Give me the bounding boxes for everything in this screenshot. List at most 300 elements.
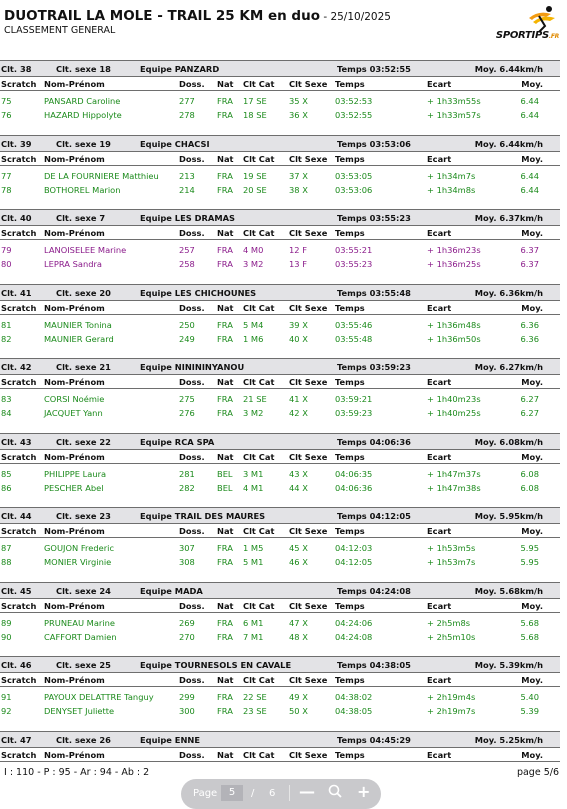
col-clt-sexe: 12 F bbox=[289, 245, 307, 255]
col-clt-cat: 3 M1 bbox=[243, 468, 264, 479]
team-time: Temps 03:53:06 bbox=[337, 138, 411, 149]
team-speed: Moy. 6.36km/h bbox=[474, 287, 543, 298]
col-moy: 6.27 bbox=[520, 408, 539, 418]
col-scratch: 81 bbox=[1, 319, 12, 330]
col-nat: FRA bbox=[217, 692, 233, 702]
team-time: Temps 03:55:48 bbox=[337, 287, 411, 298]
col-clt-sexe: 46 X bbox=[289, 557, 308, 567]
col-nat: FRA bbox=[217, 259, 233, 269]
col-clt-cat: 4 M1 bbox=[243, 482, 264, 493]
team-header-row bbox=[0, 284, 560, 301]
page-title bbox=[4, 8, 391, 24]
col-name-header: Nom-Prénom bbox=[44, 600, 105, 611]
col-clt-sexe: 36 X bbox=[289, 110, 308, 120]
col-clt-sexe-header: Clt Sexe bbox=[289, 526, 328, 536]
col-doss-header: Doss. bbox=[179, 526, 205, 536]
col-doss-header: Doss. bbox=[179, 377, 205, 387]
col-ecart-header: Ecart bbox=[427, 153, 452, 164]
team-rank: Clt. 43 bbox=[1, 436, 32, 447]
team-name: Equipe PANZARD bbox=[140, 64, 220, 74]
col-clt-cat: 19 SE bbox=[243, 170, 267, 181]
team-time: Temps 03:55:23 bbox=[337, 213, 411, 223]
col-temps: 04:24:06 bbox=[335, 617, 373, 628]
col-doss: 278 bbox=[179, 110, 195, 120]
col-scratch: 92 bbox=[1, 706, 12, 716]
runner-row bbox=[0, 331, 560, 345]
col-scratch: 76 bbox=[1, 110, 12, 120]
team-name: Equipe NINININYANOU bbox=[140, 362, 245, 372]
page-separator: / bbox=[251, 788, 255, 799]
col-clt-sexe: 40 X bbox=[289, 333, 308, 344]
col-temps: 03:52:53 bbox=[335, 96, 373, 106]
col-scratch: 79 bbox=[1, 245, 12, 255]
col-doss-header: Doss. bbox=[179, 302, 205, 313]
col-nat-header: Nat bbox=[217, 451, 234, 462]
col-clt-cat-header: Clt Cat bbox=[243, 153, 275, 164]
col-doss: 258 bbox=[179, 259, 195, 269]
team-block bbox=[0, 284, 567, 359]
col-clt-cat: 20 SE bbox=[243, 184, 267, 195]
col-name: GOUJON Frederic bbox=[44, 543, 115, 553]
column-header-row bbox=[0, 523, 560, 538]
col-clt-cat: 3 M2 bbox=[243, 408, 264, 418]
col-moy: 6.08 bbox=[520, 468, 539, 479]
runner-row bbox=[0, 689, 560, 703]
page-number-input[interactable]: 5 bbox=[221, 785, 243, 801]
col-name-header: Nom-Prénom bbox=[44, 749, 105, 760]
team-time: Temps 04:06:36 bbox=[337, 436, 411, 447]
col-name-header: Nom-Prénom bbox=[44, 675, 105, 685]
col-nat-header: Nat bbox=[217, 302, 234, 313]
col-moy-header: Moy. bbox=[521, 228, 543, 238]
team-block bbox=[0, 60, 567, 135]
col-name: PRUNEAU Marine bbox=[44, 617, 115, 628]
col-scratch: 84 bbox=[1, 408, 12, 418]
col-temps-header: Temps bbox=[335, 675, 365, 685]
col-clt-sexe: 37 X bbox=[289, 170, 308, 181]
col-doss: 300 bbox=[179, 706, 195, 716]
col-name: PANSARD Caroline bbox=[44, 96, 121, 106]
col-moy-header: Moy. bbox=[521, 451, 543, 462]
col-moy-header: Moy. bbox=[521, 600, 543, 611]
team-speed: Moy. 5.39km/h bbox=[474, 660, 543, 670]
col-moy: 5.40 bbox=[520, 692, 539, 702]
col-temps: 04:12:05 bbox=[335, 557, 373, 567]
column-header-row bbox=[0, 76, 560, 91]
team-rank: Clt. 39 bbox=[1, 138, 32, 149]
col-name: MAUNIER Tonina bbox=[44, 319, 112, 330]
col-clt-sexe-header: Clt Sexe bbox=[289, 302, 328, 313]
col-doss-header: Doss. bbox=[179, 79, 205, 89]
col-ecart: + 1h36m25s bbox=[427, 259, 481, 269]
col-name: CORSI Noémie bbox=[44, 394, 105, 404]
col-doss: 281 bbox=[179, 468, 195, 479]
team-block bbox=[0, 433, 567, 508]
col-doss: 249 bbox=[179, 333, 195, 344]
col-clt-cat-header: Clt Cat bbox=[243, 451, 275, 462]
col-clt-sexe: 35 X bbox=[289, 96, 308, 106]
team-time: Temps 04:24:08 bbox=[337, 585, 411, 596]
col-clt-cat: 1 M6 bbox=[243, 333, 264, 344]
col-nat: FRA bbox=[217, 543, 233, 553]
col-scratch: 82 bbox=[1, 333, 12, 344]
col-scratch-header: Scratch bbox=[1, 302, 37, 313]
col-scratch: 87 bbox=[1, 543, 12, 553]
col-scratch-header: Scratch bbox=[1, 749, 37, 760]
team-speed: Moy. 6.27km/h bbox=[474, 362, 543, 372]
col-nat: FRA bbox=[217, 631, 233, 642]
col-doss-header: Doss. bbox=[179, 153, 205, 164]
col-name-header: Nom-Prénom bbox=[44, 377, 105, 387]
col-clt-cat: 18 SE bbox=[243, 110, 267, 120]
team-header-row bbox=[0, 209, 560, 226]
col-ecart: + 2h5m8s bbox=[427, 617, 471, 628]
team-rank: Clt. 46 bbox=[1, 660, 32, 670]
col-temps-header: Temps bbox=[335, 451, 365, 462]
col-doss-header: Doss. bbox=[179, 675, 205, 685]
runner-row bbox=[0, 317, 560, 331]
team-sex-rank: Clt. sexe 18 bbox=[56, 64, 111, 74]
col-doss: 214 bbox=[179, 184, 195, 195]
col-temps: 04:12:03 bbox=[335, 543, 373, 553]
team-header-row bbox=[0, 656, 560, 673]
col-moy: 6.37 bbox=[520, 259, 539, 269]
col-clt-cat-header: Clt Cat bbox=[243, 526, 275, 536]
col-scratch-header: Scratch bbox=[1, 600, 37, 611]
col-moy: 6.44 bbox=[520, 96, 539, 106]
col-clt-sexe-header: Clt Sexe bbox=[289, 79, 328, 89]
team-block bbox=[0, 582, 567, 657]
col-clt-sexe: 38 X bbox=[289, 184, 308, 195]
col-clt-sexe: 45 X bbox=[289, 543, 308, 553]
pdf-page-toolbar bbox=[181, 779, 381, 809]
col-nat: BEL bbox=[217, 482, 233, 493]
col-scratch-header: Scratch bbox=[1, 377, 37, 387]
col-scratch: 90 bbox=[1, 631, 12, 642]
col-clt-sexe-header: Clt Sexe bbox=[289, 600, 328, 611]
col-temps: 04:06:35 bbox=[335, 468, 373, 479]
col-doss: 308 bbox=[179, 557, 195, 567]
col-scratch: 75 bbox=[1, 96, 12, 106]
team-sex-rank: Clt. sexe 23 bbox=[56, 511, 111, 521]
team-name: Equipe TRAIL DES MAURES bbox=[140, 511, 266, 521]
team-sex-rank: Clt. sexe 24 bbox=[56, 585, 111, 596]
col-moy-header: Moy. bbox=[521, 675, 543, 685]
runner-row bbox=[0, 540, 560, 554]
team-speed: Moy. 6.44km/h bbox=[474, 138, 543, 149]
col-name: BOTHOREL Marion bbox=[44, 184, 121, 195]
col-clt-sexe: 44 X bbox=[289, 482, 308, 493]
col-ecart-header: Ecart bbox=[427, 302, 452, 313]
team-sex-rank: Clt. sexe 20 bbox=[56, 287, 111, 298]
zoom-reset-icon[interactable] bbox=[327, 783, 343, 799]
col-clt-cat: 7 M1 bbox=[243, 631, 264, 642]
col-moy: 5.95 bbox=[520, 557, 539, 567]
col-temps: 04:24:08 bbox=[335, 631, 373, 642]
col-moy: 5.95 bbox=[520, 543, 539, 553]
col-clt-cat: 4 M0 bbox=[243, 245, 264, 255]
col-ecart: + 1h40m25s bbox=[427, 408, 481, 418]
col-ecart-header: Ecart bbox=[427, 600, 452, 611]
column-header-row bbox=[0, 225, 560, 240]
runner-row bbox=[0, 554, 560, 568]
col-ecart-header: Ecart bbox=[427, 79, 452, 89]
col-name: DE LA FOURNIERE Matthieu bbox=[44, 170, 159, 181]
team-block bbox=[0, 507, 567, 582]
column-header-row bbox=[0, 374, 560, 389]
runner-row bbox=[0, 93, 560, 107]
col-temps: 04:38:02 bbox=[335, 692, 373, 702]
col-nat: BEL bbox=[217, 468, 233, 479]
col-scratch: 78 bbox=[1, 184, 12, 195]
toolbar-divider bbox=[289, 785, 290, 801]
col-clt-sexe: 49 X bbox=[289, 692, 308, 702]
team-name: Equipe TOURNESOLS EN CAVALE bbox=[140, 660, 292, 670]
team-sex-rank: Clt. sexe 25 bbox=[56, 660, 111, 670]
team-rank: Clt. 47 bbox=[1, 734, 32, 745]
page-label: Page bbox=[193, 788, 218, 799]
col-moy-header: Moy. bbox=[521, 79, 543, 89]
team-rank: Clt. 38 bbox=[1, 64, 32, 74]
col-moy: 5.68 bbox=[520, 631, 539, 642]
col-clt-cat-header: Clt Cat bbox=[243, 600, 275, 611]
team-name: Equipe CHACSI bbox=[140, 138, 210, 149]
col-name-header: Nom-Prénom bbox=[44, 228, 105, 238]
col-ecart-header: Ecart bbox=[427, 526, 452, 536]
team-name: Equipe LES CHICHOUNES bbox=[140, 287, 257, 298]
col-doss: 250 bbox=[179, 319, 195, 330]
col-clt-sexe: 13 F bbox=[289, 259, 307, 269]
race-title: DUOTRAIL LA MOLE - TRAIL 25 KM en duo bbox=[4, 8, 320, 24]
team-time: Temps 04:12:05 bbox=[337, 511, 411, 521]
col-clt-sexe: 43 X bbox=[289, 468, 308, 479]
col-ecart: + 1h36m23s bbox=[427, 245, 481, 255]
col-name-header: Nom-Prénom bbox=[44, 153, 105, 164]
col-nat: FRA bbox=[217, 245, 233, 255]
team-header-row bbox=[0, 731, 560, 748]
col-clt-sexe: 47 X bbox=[289, 617, 308, 628]
col-doss-header: Doss. bbox=[179, 451, 205, 462]
col-moy: 6.44 bbox=[520, 170, 539, 181]
col-nat-header: Nat bbox=[217, 377, 234, 387]
col-nat: FRA bbox=[217, 96, 233, 106]
col-scratch: 89 bbox=[1, 617, 12, 628]
col-moy-header: Moy. bbox=[521, 153, 543, 164]
col-moy: 6.44 bbox=[520, 110, 539, 120]
team-sex-rank: Clt. sexe 7 bbox=[56, 213, 106, 223]
team-speed: Moy. 5.68km/h bbox=[474, 585, 543, 596]
col-clt-cat-header: Clt Cat bbox=[243, 302, 275, 313]
col-ecart-header: Ecart bbox=[427, 451, 452, 462]
col-doss-header: Doss. bbox=[179, 600, 205, 611]
runner-row bbox=[0, 466, 560, 480]
col-temps: 03:59:23 bbox=[335, 408, 373, 418]
team-header-row bbox=[0, 507, 560, 524]
team-speed: Moy. 5.95km/h bbox=[474, 511, 543, 521]
col-clt-cat: 5 M4 bbox=[243, 319, 264, 330]
runner-row bbox=[0, 242, 560, 256]
col-nat: FRA bbox=[217, 394, 233, 404]
col-nat: FRA bbox=[217, 184, 233, 195]
column-header-row bbox=[0, 449, 560, 464]
col-nat: FRA bbox=[217, 333, 233, 344]
col-name: CAFFORT Damien bbox=[44, 631, 117, 642]
col-scratch: 88 bbox=[1, 557, 12, 567]
team-sex-rank: Clt. sexe 22 bbox=[56, 436, 111, 447]
col-doss: 277 bbox=[179, 96, 195, 106]
zoom-out-button[interactable]: — bbox=[299, 782, 315, 801]
col-clt-sexe-header: Clt Sexe bbox=[289, 749, 328, 760]
team-name: Equipe LES DRAMAS bbox=[140, 213, 235, 223]
runner-row bbox=[0, 256, 560, 270]
col-scratch: 77 bbox=[1, 170, 12, 181]
col-temps: 03:55:21 bbox=[335, 245, 373, 255]
col-temps-header: Temps bbox=[335, 79, 365, 89]
col-ecart: + 1h53m7s bbox=[427, 557, 476, 567]
col-ecart-header: Ecart bbox=[427, 749, 452, 760]
zoom-in-button[interactable]: + bbox=[357, 782, 371, 801]
page-subtitle: CLASSEMENT GENERAL bbox=[4, 25, 116, 36]
col-name: HAZARD Hippolyte bbox=[44, 110, 122, 120]
col-nat-header: Nat bbox=[217, 153, 234, 164]
col-scratch-header: Scratch bbox=[1, 675, 37, 685]
col-doss: 275 bbox=[179, 394, 195, 404]
column-header-row bbox=[0, 300, 560, 315]
team-header-row bbox=[0, 135, 560, 152]
col-ecart-header: Ecart bbox=[427, 377, 452, 387]
col-clt-sexe: 39 X bbox=[289, 319, 308, 330]
col-ecart: + 1h34m8s bbox=[427, 184, 476, 195]
column-header-row bbox=[0, 151, 560, 166]
col-clt-cat: 22 SE bbox=[243, 692, 267, 702]
col-ecart: + 2h19m4s bbox=[427, 692, 476, 702]
sportips-logo: SPORTIPS.FR bbox=[495, 30, 559, 41]
col-name: PESCHER Abel bbox=[44, 482, 104, 493]
col-moy: 6.36 bbox=[520, 319, 539, 330]
col-clt-cat: 3 M2 bbox=[243, 259, 264, 269]
col-temps: 04:06:36 bbox=[335, 482, 373, 493]
team-header-row bbox=[0, 433, 560, 450]
team-time: Temps 03:59:23 bbox=[337, 362, 411, 372]
col-moy: 5.39 bbox=[520, 706, 539, 716]
runner-row bbox=[0, 629, 560, 643]
col-moy-header: Moy. bbox=[521, 749, 543, 760]
team-rank: Clt. 42 bbox=[1, 362, 32, 372]
team-name: Equipe RCA SPA bbox=[140, 436, 215, 447]
col-ecart: + 1h53m5s bbox=[427, 543, 476, 553]
col-moy: 5.68 bbox=[520, 617, 539, 628]
col-name: LEPRA Sandra bbox=[44, 259, 102, 269]
col-moy-header: Moy. bbox=[521, 377, 543, 387]
col-temps: 03:55:48 bbox=[335, 333, 373, 344]
col-scratch: 86 bbox=[1, 482, 12, 493]
col-nat-header: Nat bbox=[217, 526, 234, 536]
report-header bbox=[4, 8, 391, 36]
runner-row bbox=[0, 182, 560, 196]
col-temps: 03:53:06 bbox=[335, 184, 373, 195]
col-nat: FRA bbox=[217, 706, 233, 716]
team-block bbox=[0, 209, 567, 284]
col-moy: 6.44 bbox=[520, 184, 539, 195]
column-header-row bbox=[0, 672, 560, 687]
team-header-row bbox=[0, 582, 560, 599]
col-temps-header: Temps bbox=[335, 600, 365, 611]
col-scratch-header: Scratch bbox=[1, 526, 37, 536]
col-clt-cat-header: Clt Cat bbox=[243, 228, 275, 238]
col-name: LANOISELEE Marine bbox=[44, 245, 127, 255]
col-temps-header: Temps bbox=[335, 302, 365, 313]
team-rank: Clt. 45 bbox=[1, 585, 32, 596]
col-doss: 257 bbox=[179, 245, 195, 255]
team-sex-rank: Clt. sexe 21 bbox=[56, 362, 111, 372]
col-temps-header: Temps bbox=[335, 526, 365, 536]
col-ecart: + 2h19m7s bbox=[427, 706, 476, 716]
col-scratch: 91 bbox=[1, 692, 12, 702]
col-nat: FRA bbox=[217, 617, 233, 628]
col-ecart: + 1h36m48s bbox=[427, 319, 481, 330]
runner-row bbox=[0, 703, 560, 717]
col-temps-header: Temps bbox=[335, 153, 365, 164]
team-speed: Moy. 6.37km/h bbox=[474, 213, 543, 223]
column-header-row bbox=[0, 747, 560, 762]
page-total: 6 bbox=[269, 788, 276, 799]
col-doss: 269 bbox=[179, 617, 195, 628]
col-moy-header: Moy. bbox=[521, 302, 543, 313]
col-scratch-header: Scratch bbox=[1, 153, 37, 164]
col-doss: 299 bbox=[179, 692, 195, 702]
col-clt-cat-header: Clt Cat bbox=[243, 749, 275, 760]
team-header-row bbox=[0, 60, 560, 77]
col-name: MONIER Virginie bbox=[44, 557, 112, 567]
col-clt-cat: 1 M5 bbox=[243, 543, 264, 553]
runner-row bbox=[0, 480, 560, 494]
col-nat-header: Nat bbox=[217, 675, 234, 685]
col-nat: FRA bbox=[217, 557, 233, 567]
team-speed: Moy. 6.44km/h bbox=[474, 64, 543, 74]
col-clt-sexe: 41 X bbox=[289, 394, 308, 404]
team-block bbox=[0, 656, 567, 731]
col-nat: FRA bbox=[217, 110, 233, 120]
col-temps-header: Temps bbox=[335, 377, 365, 387]
col-ecart: + 1h33m57s bbox=[427, 110, 481, 120]
runner-row bbox=[0, 168, 560, 182]
team-sex-rank: Clt. sexe 26 bbox=[56, 734, 111, 745]
runner-row bbox=[0, 107, 560, 121]
col-name: JACQUET Yann bbox=[44, 408, 103, 418]
col-ecart-header: Ecart bbox=[427, 675, 452, 685]
col-name-header: Nom-Prénom bbox=[44, 302, 105, 313]
team-name: Equipe MADA bbox=[140, 585, 203, 596]
team-rank: Clt. 40 bbox=[1, 213, 32, 223]
col-temps: 04:38:05 bbox=[335, 706, 373, 716]
col-nat-header: Nat bbox=[217, 600, 234, 611]
col-doss: 276 bbox=[179, 408, 195, 418]
team-block bbox=[0, 135, 567, 210]
col-clt-sexe-header: Clt Sexe bbox=[289, 377, 328, 387]
team-speed: Moy. 6.08km/h bbox=[474, 436, 543, 447]
runner-row bbox=[0, 615, 560, 629]
col-scratch: 80 bbox=[1, 259, 12, 269]
page-indicator: page 5/6 bbox=[516, 767, 559, 778]
col-nat: FRA bbox=[217, 319, 233, 330]
col-doss-header: Doss. bbox=[179, 228, 205, 238]
col-ecart: + 1h36m50s bbox=[427, 333, 481, 344]
col-scratch: 83 bbox=[1, 394, 12, 404]
col-moy: 6.27 bbox=[520, 394, 539, 404]
team-header-row bbox=[0, 358, 560, 375]
team-time: Temps 03:52:55 bbox=[337, 64, 411, 74]
col-clt-sexe: 48 X bbox=[289, 631, 308, 642]
